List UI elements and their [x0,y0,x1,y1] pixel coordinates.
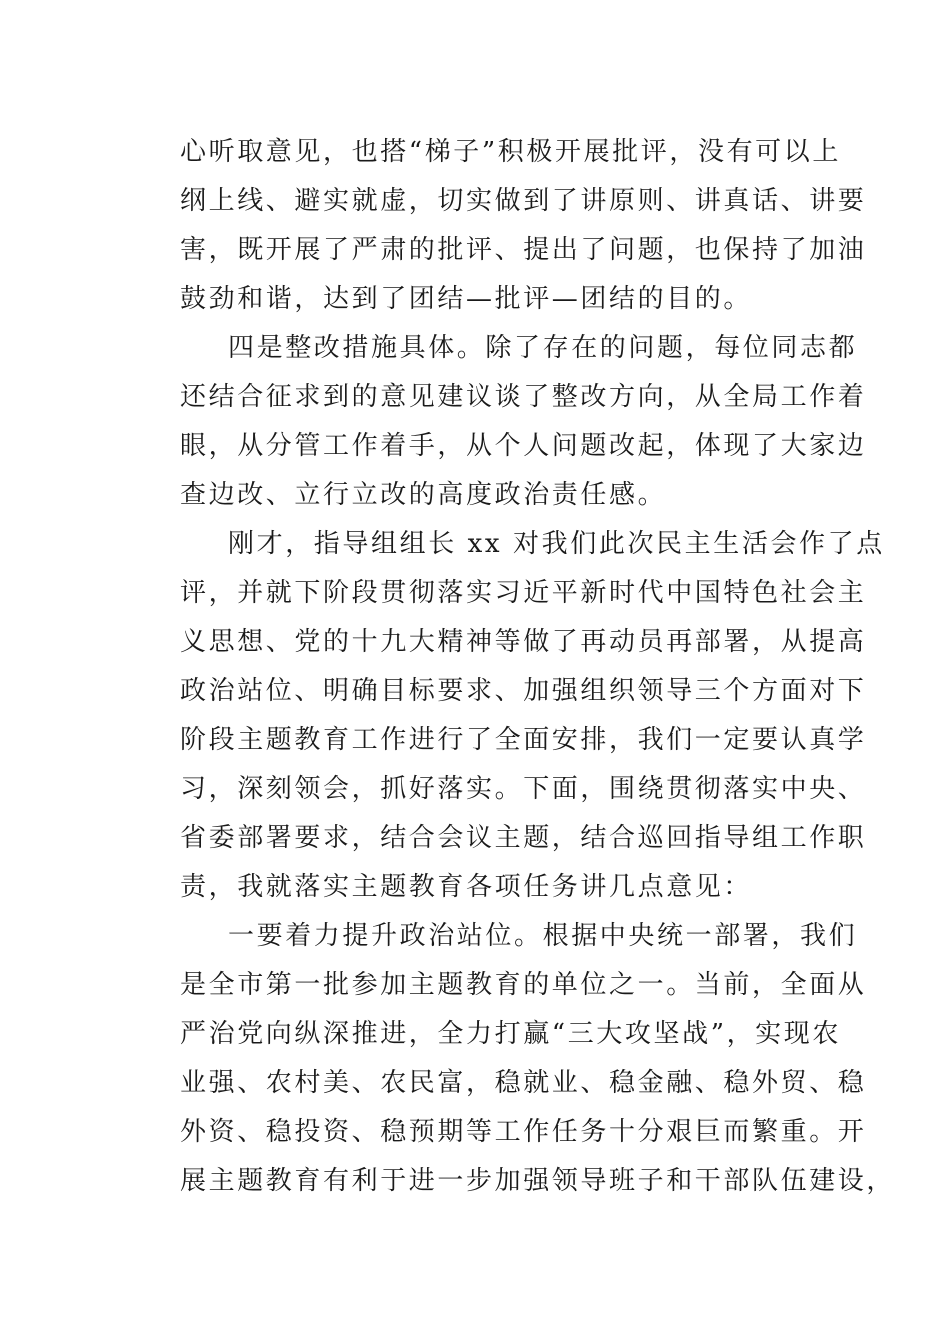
text-line-22: 展主题教育有利于进一步加强领导班子和干部队伍建设， [180,1166,896,1196]
text-line-1: 心听取意见，也搭“梯子”积极开展批评，没有可以上 [180,137,841,167]
text-line-2: 纲上线、避实就虚，切实做到了讲原则、讲真话、讲要 [180,186,867,216]
text-line-14: 习，深刻领会，抓好落实。下面，围绕贯彻落实中央、 [180,774,867,804]
paragraph-start-line: 一要着力提升政治站位。根据中央统一部署，我们 [228,921,858,951]
paragraph-start-line: 四是整改措施具体。除了存在的问题，每位同志都 [228,333,858,363]
text-line-18: 是全市第一批参加主题教育的单位之一。当前，全面从 [180,970,867,1000]
text-line-11: 义思想、党的十九大精神等做了再动员再部署，从提高 [180,627,867,657]
paragraph-start-line: 刚才，指导组组长 xx 对我们此次民主生活会作了点 [228,529,885,559]
text-line-19: 严治党向纵深推进，全力打赢“三大攻坚战”，实现农 [180,1019,841,1049]
text-line-12: 政治站位、明确目标要求、加强组织领导三个方面对下 [180,676,867,706]
text-line-20: 业强、农村美、农民富，稳就业、稳金融、稳外贸、稳 [180,1068,867,1098]
text-line-7: 眼，从分管工作着手，从个人问题改起，体现了大家边 [180,431,867,461]
text-line-10: 评，并就下阶段贯彻落实习近平新时代中国特色社会主 [180,578,867,608]
text-line-21: 外资、稳投资、稳预期等工作任务十分艰巨而繁重。开 [180,1117,867,1147]
text-line-16: 责，我就落实主题教育各项任务讲几点意见： [180,872,753,902]
text-line-8: 查边改、立行立改的高度政治责任感。 [180,480,667,510]
text-line-13: 阶段主题教育工作进行了全面安排，我们一定要认真学 [180,725,867,755]
text-line-4: 鼓劲和谐，达到了团结—批评—团结的目的。 [180,284,753,314]
text-line-3: 害，既开展了严肃的批评、提出了问题，也保持了加油 [180,235,867,265]
text-line-15: 省委部署要求，结合会议主题，结合巡回指导组工作职 [180,823,867,853]
text-line-6: 还结合征求到的意见建议谈了整改方向，从全局工作着 [180,382,867,412]
